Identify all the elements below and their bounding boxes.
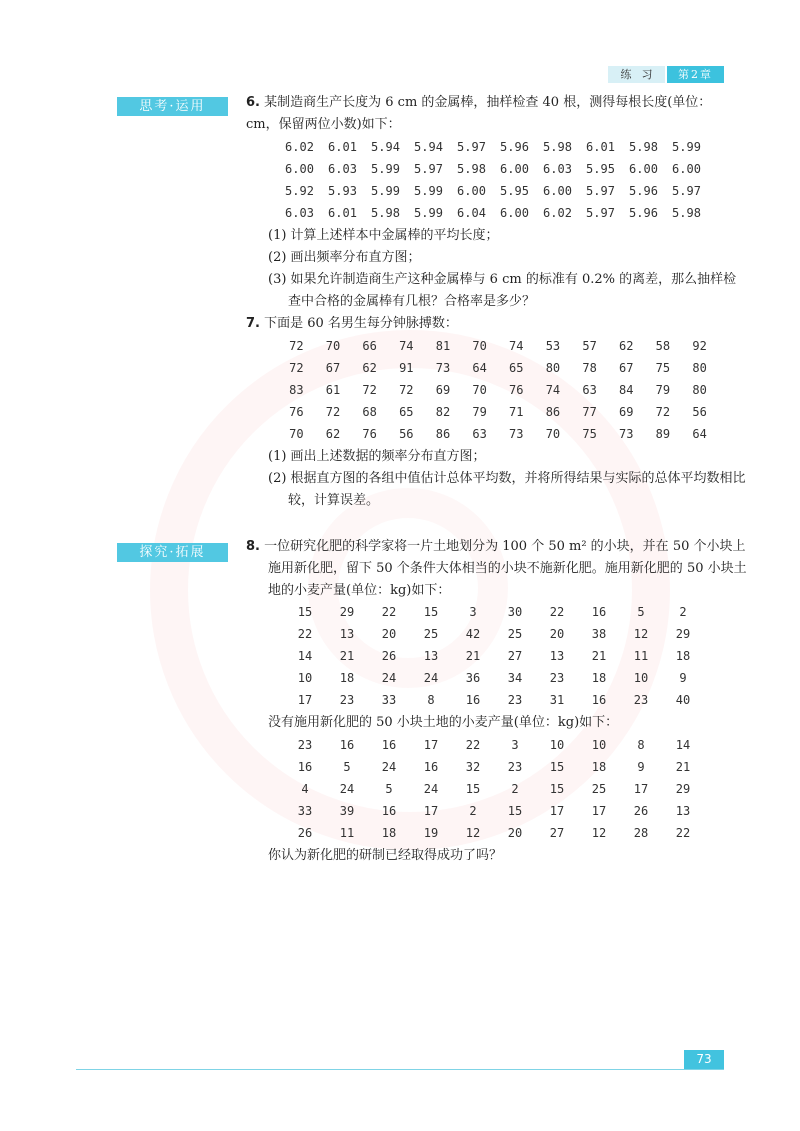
q8-stem-text: 一位研究化肥的科学家将一片土地划分为 100 个 50 m² 的小块，并在 50 个小块上施用新化肥，留下 50 个条件大体相当的小块不施新化肥。施用新化肥的 50 小块土地的小麦产量(单位：kg)如下： xyxy=(264,539,747,598)
table-cell: 75 xyxy=(582,427,597,441)
table-cell: 17 xyxy=(633,782,649,796)
table-cell: 80 xyxy=(545,361,561,375)
table-cell: 15 xyxy=(549,782,565,796)
table-cell: 5.96 xyxy=(500,140,529,154)
table-cell: 61 xyxy=(325,383,341,397)
table-cell: 18 xyxy=(591,760,607,774)
table-cell: 25 xyxy=(423,627,439,641)
table-cell: 21 xyxy=(465,649,481,663)
table-cell: 3 xyxy=(511,738,519,752)
table-cell: 67 xyxy=(325,361,341,375)
table-cell: 9 xyxy=(679,671,687,685)
table-cell: 18 xyxy=(675,649,691,663)
q8-stem xyxy=(246,536,748,602)
table-cell: 15 xyxy=(465,782,481,796)
table-cell: 70 xyxy=(472,339,487,353)
table-cell: 79 xyxy=(655,383,671,397)
table-cell: 65 xyxy=(399,405,414,419)
table-row xyxy=(278,401,718,423)
table-cell: 21 xyxy=(339,649,355,663)
table-cell: 8 xyxy=(427,693,435,707)
table-cell: 10 xyxy=(633,671,649,685)
table-cell: 22 xyxy=(549,605,565,619)
table-cell: 89 xyxy=(655,427,671,441)
table-row xyxy=(278,335,718,357)
table-cell: 76 xyxy=(509,383,524,397)
table-cell: 16 xyxy=(465,693,481,707)
table-cell: 70 xyxy=(289,427,304,441)
header-chapter: 第2章 xyxy=(667,66,724,83)
table-cell: 6.00 xyxy=(500,206,529,220)
table-cell: 5.98 xyxy=(629,140,658,154)
table-cell: 4 xyxy=(301,782,309,796)
table-cell: 6.00 xyxy=(629,162,658,176)
q6-number: 6. xyxy=(246,95,260,110)
table-cell: 65 xyxy=(509,361,524,375)
table-cell: 73 xyxy=(619,427,634,441)
table-cell: 72 xyxy=(362,383,377,397)
table-cell: 22 xyxy=(675,826,691,840)
table-cell: 17 xyxy=(549,804,565,818)
table-cell: 42 xyxy=(465,627,481,641)
table-cell: 18 xyxy=(339,671,355,685)
table-cell: 15 xyxy=(549,760,565,774)
q8-end-text: 你认为新化肥的研制已经取得成功了吗？ xyxy=(268,848,503,863)
table-cell: 72 xyxy=(655,405,671,419)
table-cell: 5.97 xyxy=(672,184,701,198)
table-cell: 72 xyxy=(399,383,414,397)
section-tag-think-apply: 思考·运用 xyxy=(117,97,228,116)
table-cell: 24 xyxy=(381,671,397,685)
table-cell: 6.04 xyxy=(457,206,486,220)
table-cell: 58 xyxy=(655,339,671,353)
table-row xyxy=(284,778,704,800)
table-cell: 12 xyxy=(633,627,649,641)
table-cell: 5.98 xyxy=(457,162,486,176)
table-cell: 32 xyxy=(465,760,481,774)
table-row xyxy=(284,756,704,778)
table-cell: 73 xyxy=(509,427,524,441)
table-cell: 72 xyxy=(289,339,304,353)
table-cell: 70 xyxy=(545,427,561,441)
table-cell: 23 xyxy=(339,693,355,707)
table-cell: 17 xyxy=(591,804,607,818)
table-cell: 16 xyxy=(591,605,607,619)
table-cell: 31 xyxy=(549,693,565,707)
table-cell: 66 xyxy=(362,339,377,353)
table-row xyxy=(278,136,708,158)
table-cell: 53 xyxy=(545,339,561,353)
table-row xyxy=(278,180,708,202)
table-cell: 64 xyxy=(692,427,707,441)
table-cell: 5.95 xyxy=(500,184,529,198)
table-cell: 64 xyxy=(472,361,487,375)
table-cell: 25 xyxy=(591,782,607,796)
table-cell: 86 xyxy=(435,427,451,441)
table-cell: 2 xyxy=(469,804,477,818)
table-cell: 24 xyxy=(381,760,397,774)
table-cell: 16 xyxy=(381,738,397,752)
table-cell: 6.00 xyxy=(543,184,572,198)
table-cell: 6.00 xyxy=(500,162,529,176)
table-cell: 15 xyxy=(423,605,439,619)
table-row xyxy=(284,689,704,711)
table-cell: 5.97 xyxy=(457,140,486,154)
table-cell: 9 xyxy=(637,760,645,774)
table-cell: 2 xyxy=(679,605,687,619)
table-cell: 20 xyxy=(549,627,565,641)
table-cell: 5.99 xyxy=(414,184,443,198)
table-cell: 5.96 xyxy=(629,184,658,198)
table-cell: 18 xyxy=(591,671,607,685)
table-cell: 5.98 xyxy=(371,206,400,220)
table-cell: 17 xyxy=(297,693,313,707)
table-cell: 10 xyxy=(549,738,565,752)
table-cell: 83 xyxy=(289,383,304,397)
table-row xyxy=(284,667,704,689)
table-cell: 10 xyxy=(591,738,607,752)
table-cell: 86 xyxy=(545,405,561,419)
table-cell: 17 xyxy=(423,804,439,818)
table-row xyxy=(284,601,704,623)
table-cell: 63 xyxy=(582,383,597,397)
q8-mid-text: 没有施用新化肥的 50 小块土地的小麦产量(单位：kg)如下： xyxy=(268,715,619,730)
table-cell: 14 xyxy=(297,649,313,663)
table-cell: 2 xyxy=(511,782,519,796)
table-cell: 56 xyxy=(692,405,707,419)
table-cell: 71 xyxy=(509,405,524,419)
table-cell: 33 xyxy=(381,693,397,707)
q6-item-3: (3) 如果允许制造商生产这种金属棒与 6 cm 的标准有 0.2% 的离差，那么抽样检查中合格的金属棒有几根？合格率是多少？ xyxy=(268,272,737,309)
table-cell: 24 xyxy=(423,671,439,685)
table-cell: 5 xyxy=(343,760,351,774)
table-cell: 29 xyxy=(339,605,355,619)
table-cell: 26 xyxy=(297,826,313,840)
page-number: 73 xyxy=(684,1050,724,1069)
table-cell: 22 xyxy=(381,605,397,619)
table-cell: 70 xyxy=(472,383,487,397)
table-cell: 74 xyxy=(509,339,524,353)
table-cell: 5.98 xyxy=(672,206,701,220)
table-cell: 84 xyxy=(619,383,634,397)
table-cell: 91 xyxy=(399,361,414,375)
table-cell: 18 xyxy=(381,826,397,840)
table-cell: 62 xyxy=(619,339,634,353)
table-cell: 23 xyxy=(297,738,313,752)
q7-data-table xyxy=(278,335,718,445)
table-cell: 5.97 xyxy=(586,184,615,198)
table-cell: 6.01 xyxy=(328,140,357,154)
table-cell: 38 xyxy=(591,627,607,641)
table-row xyxy=(284,734,704,756)
table-cell: 56 xyxy=(399,427,414,441)
table-cell: 80 xyxy=(692,361,707,375)
table-cell: 5.99 xyxy=(371,184,400,198)
table-cell: 5.95 xyxy=(586,162,615,176)
table-cell: 26 xyxy=(633,804,649,818)
table-cell: 6.00 xyxy=(457,184,486,198)
table-cell: 28 xyxy=(633,826,649,840)
table-cell: 12 xyxy=(591,826,607,840)
table-cell: 72 xyxy=(325,405,341,419)
table-cell: 29 xyxy=(675,627,691,641)
table-cell: 5.94 xyxy=(414,140,443,154)
table-cell: 6.03 xyxy=(328,162,357,176)
table-cell: 5.92 xyxy=(285,184,314,198)
table-cell: 19 xyxy=(423,826,439,840)
table-row xyxy=(284,822,704,844)
table-cell: 23 xyxy=(549,671,565,685)
table-cell: 34 xyxy=(507,671,523,685)
table-cell: 5.98 xyxy=(543,140,572,154)
table-cell: 5.93 xyxy=(328,184,357,198)
table-cell: 82 xyxy=(435,405,451,419)
table-cell: 6.01 xyxy=(586,140,615,154)
table-cell: 29 xyxy=(675,782,691,796)
table-cell: 76 xyxy=(362,427,377,441)
table-cell: 5.97 xyxy=(414,162,443,176)
header-label: 练习 xyxy=(608,66,665,83)
table-row xyxy=(278,379,718,401)
table-cell: 73 xyxy=(435,361,451,375)
table-cell: 15 xyxy=(507,804,523,818)
table-cell: 36 xyxy=(465,671,481,685)
table-cell: 30 xyxy=(507,605,523,619)
q7-number: 7. xyxy=(246,316,260,331)
table-cell: 69 xyxy=(619,405,634,419)
table-cell: 22 xyxy=(465,738,481,752)
table-cell: 16 xyxy=(381,804,397,818)
table-cell: 16 xyxy=(423,760,439,774)
table-cell: 26 xyxy=(381,649,397,663)
table-cell: 23 xyxy=(507,760,523,774)
table-cell: 62 xyxy=(325,427,341,441)
table-cell: 6.01 xyxy=(328,206,357,220)
q6-stem-text: 某制造商生产长度为 6 cm 的金属棒，抽样检查 40 根，测得每根长度(单位：cm，保留两位小数)如下： xyxy=(246,95,712,132)
table-cell: 5.94 xyxy=(371,140,400,154)
table-cell: 80 xyxy=(692,383,707,397)
q7-item-1: (1) 画出上述数据的频率分布直方图； xyxy=(268,449,486,464)
table-cell: 5.99 xyxy=(672,140,701,154)
q6-stem xyxy=(246,92,726,136)
q7-item-2: (2) 根据直方图的各组中值估计总体平均数，并将所得结果与实际的总体平均数相比较，计算误差。 xyxy=(268,471,746,508)
table-cell: 13 xyxy=(339,627,355,641)
table-row xyxy=(284,645,704,667)
table-cell: 21 xyxy=(675,760,691,774)
table-cell: 6.03 xyxy=(543,162,572,176)
table-cell: 6.00 xyxy=(285,162,314,176)
table-cell: 12 xyxy=(465,826,481,840)
q6-item-2: (2) 画出频率分布直方图； xyxy=(268,250,421,265)
q7-stem-text: 下面是 60 名男生每分钟脉搏数： xyxy=(264,316,458,331)
table-cell: 74 xyxy=(399,339,414,353)
table-cell: 14 xyxy=(675,738,691,752)
table-cell: 79 xyxy=(472,405,487,419)
table-cell: 27 xyxy=(549,826,565,840)
table-cell: 6.02 xyxy=(285,140,314,154)
table-cell: 10 xyxy=(297,671,313,685)
table-cell: 21 xyxy=(591,649,607,663)
table-cell: 27 xyxy=(507,649,523,663)
table-cell: 5.99 xyxy=(414,206,443,220)
table-cell: 57 xyxy=(582,339,597,353)
footer-rule xyxy=(76,1069,724,1070)
table-cell: 25 xyxy=(507,627,523,641)
q8-number: 8. xyxy=(246,539,260,554)
table-cell: 17 xyxy=(423,738,439,752)
table-cell: 39 xyxy=(339,804,355,818)
q8-without-fertilizer-table xyxy=(284,734,704,844)
table-cell: 5.96 xyxy=(629,206,658,220)
table-cell: 13 xyxy=(675,804,691,818)
table-row xyxy=(278,423,718,445)
table-cell: 3 xyxy=(469,605,477,619)
table-cell: 16 xyxy=(297,760,313,774)
table-cell: 23 xyxy=(633,693,649,707)
table-cell: 68 xyxy=(362,405,377,419)
table-cell: 40 xyxy=(675,693,691,707)
q7-stem xyxy=(246,313,726,335)
table-cell: 6.02 xyxy=(543,206,572,220)
table-cell: 72 xyxy=(289,361,304,375)
table-cell: 62 xyxy=(362,361,377,375)
table-cell: 6.03 xyxy=(285,206,314,220)
table-cell: 11 xyxy=(339,826,355,840)
table-cell: 13 xyxy=(549,649,565,663)
table-row xyxy=(278,357,718,379)
table-row xyxy=(278,202,708,224)
table-cell: 11 xyxy=(633,649,649,663)
table-cell: 20 xyxy=(507,826,523,840)
table-cell: 92 xyxy=(692,339,707,353)
table-cell: 33 xyxy=(297,804,313,818)
table-cell: 16 xyxy=(591,693,607,707)
table-cell: 78 xyxy=(582,361,597,375)
table-cell: 15 xyxy=(297,605,313,619)
table-cell: 6.00 xyxy=(672,162,701,176)
table-cell: 16 xyxy=(339,738,355,752)
table-cell: 13 xyxy=(423,649,439,663)
table-row xyxy=(278,158,708,180)
table-cell: 23 xyxy=(507,693,523,707)
table-cell: 75 xyxy=(655,361,671,375)
table-cell: 63 xyxy=(472,427,487,441)
table-cell: 76 xyxy=(289,405,304,419)
table-cell: 74 xyxy=(545,383,561,397)
table-row xyxy=(284,623,704,645)
section-tag-explore-extend: 探究·拓展 xyxy=(117,543,228,562)
q8-with-fertilizer-table xyxy=(284,601,704,711)
table-cell: 5.97 xyxy=(586,206,615,220)
table-cell: 5 xyxy=(385,782,393,796)
table-cell: 24 xyxy=(423,782,439,796)
table-cell: 22 xyxy=(297,627,313,641)
table-cell: 20 xyxy=(381,627,397,641)
table-cell: 81 xyxy=(435,339,451,353)
table-cell: 24 xyxy=(339,782,355,796)
table-row xyxy=(284,800,704,822)
table-cell: 5 xyxy=(637,605,645,619)
q6-item-1: (1) 计算上述样本中金属棒的平均长度； xyxy=(268,228,499,243)
q6-data-table xyxy=(278,136,708,224)
table-cell: 69 xyxy=(435,383,451,397)
table-cell: 77 xyxy=(582,405,597,419)
table-cell: 67 xyxy=(619,361,634,375)
table-cell: 5.99 xyxy=(371,162,400,176)
table-cell: 8 xyxy=(637,738,645,752)
table-cell: 70 xyxy=(325,339,341,353)
